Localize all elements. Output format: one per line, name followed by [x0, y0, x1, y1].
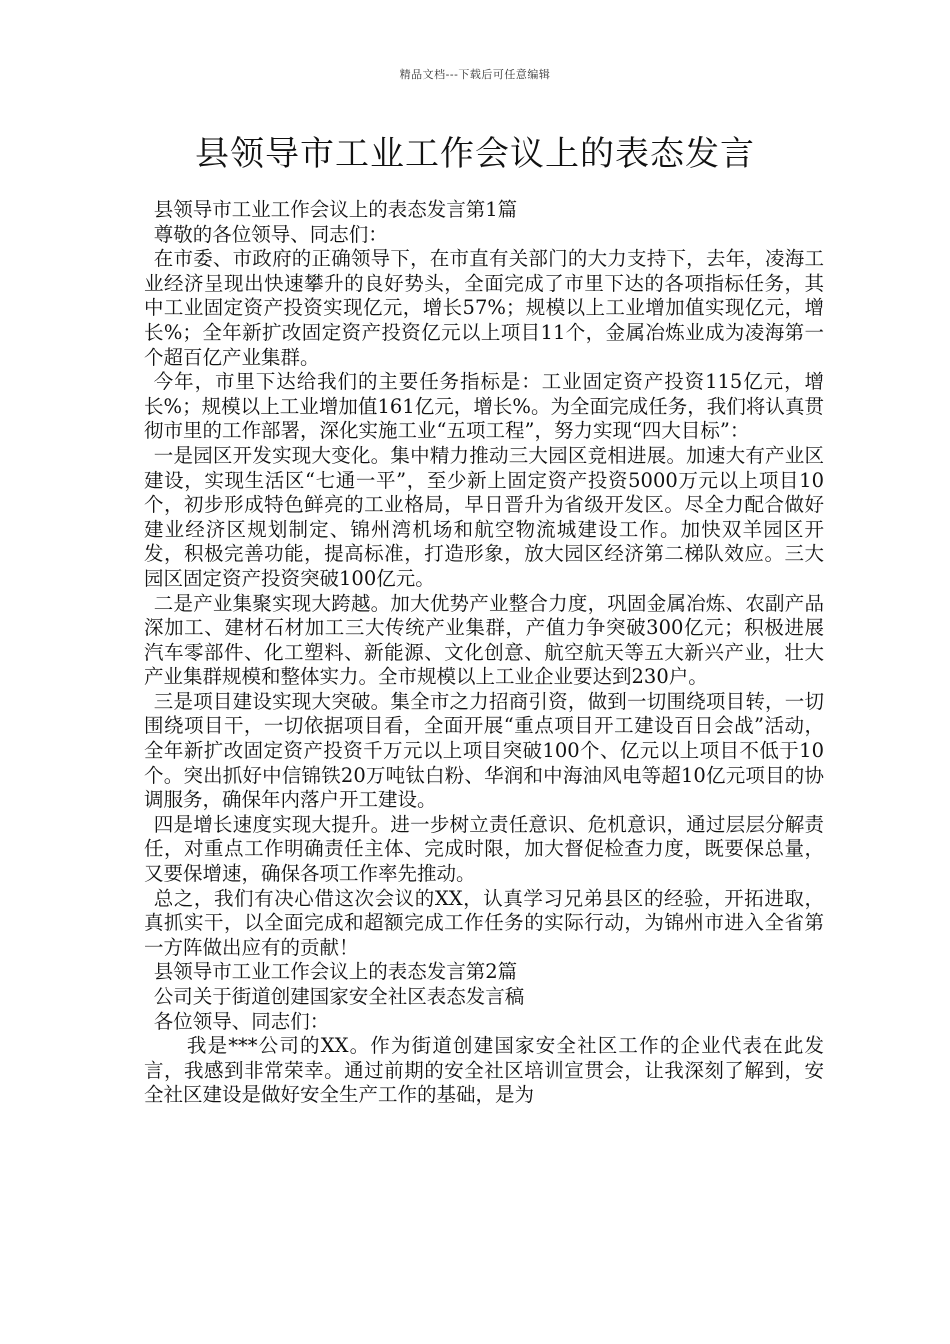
- body-paragraph: 今年，市里下达给我们的主要任务指标是：工业固定资产投资115亿元，增长%；规模以上工业增加值161亿元，增长%。为全面完成任务，我们将认真贯彻市里的工作部署，深化实施工业“五项工程”，努力实现“四大目标”：: [144, 370, 824, 443]
- salutation: 尊敬的各位领导、同志们：: [153, 222, 388, 246]
- subheading: 公司关于街道创建国家安全社区表态发言稿: [153, 985, 525, 1008]
- body-paragraph: 四是增长速度实现大提升。进一步树立责任意识、危机意识，通过层层分解责任，对重点工作明确责任主体、完成时限，加大督促检查力度，既要保总量，又要保增速，确保各项工作率先推动。: [144, 812, 824, 886]
- section-heading-1: 县领导市工业工作会议上的表态发言第1篇: [153, 198, 518, 221]
- header-note: 精品文档---下载后可任意编辑: [399, 68, 551, 81]
- body-paragraph: 我是***公司的XX。作为街道创建国家安全社区工作的企业代表在此发言，我感到非常荣幸。通过前期的安全社区培训宣贯会，让我深刻了解到，安全社区建设是做好安全生产工作的基础，是为: [144, 1034, 824, 1107]
- body-paragraph: 二是产业集聚实现大跨越。加大优势产业整合力度，巩固金属冶炼、农副产品深加工、建材石材加工三大传统产业集群，产值力争突破300亿元；积极进展汽车零部件、化工塑料、新能源、文化创意、航空航天等五大新兴产业，壮大产业集群规模和整体实力。全市规模以上工业企业要达到230户。: [144, 591, 824, 689]
- section-heading-2: 县领导市工业工作会议上的表态发言第2篇: [153, 960, 518, 984]
- body-paragraph: 一是园区开发实现大变化。集中精力推动三大园区竞相进展。加速大有产业区建设，实现生活区“七通一平”，至少新上固定资产投资5000万元以上项目10个，初步形成特色鲜亮的工业格局，早日晋升为省级开发区。尽全力配合做好建业经济区规划制定、锦州湾机场和航空物流城建设工作。加快双羊园区开发，积极完善功能，提高标准，打造形象，放大园区经济第二梯队效应。三大园区固定资产投资突破100亿元。: [144, 443, 824, 590]
- salutation: 各位领导、同志们：: [153, 1009, 330, 1033]
- body-paragraph: 三是项目建设实现大突破。集全市之力招商引资，做到一切围绕项目转，一切围绕项目干，一切依据项目看，全面开展“重点项目开工建设百日会战”活动，全年新扩改固定资产投资千万元以上项目突破100个、亿元以上项目不低于10个。突出抓好中信锦铁20万吨钛白粉、华润和中海油风电等超10亿元项目的协调服务，确保年内落户开工建设。: [144, 689, 824, 812]
- body-paragraph: 总之，我们有决心借这次会议的XX，认真学习兄弟县区的经验，开拓进取，真抓实干，以全面完成和超额完成工作任务的实际行动，为锦州市进入全省第一方阵做出应有的贡献！: [144, 886, 824, 959]
- document-title: 县领导市工业工作会议上的表态发言: [195, 134, 755, 174]
- document-body: [144, 198, 824, 1108]
- body-paragraph: 在市委、市政府的正确领导下，在市直有关部门的大力支持下，去年，凌海工业经济呈现出快速攀升的良好势头，全面完成了市里下达的各项指标任务，其中工业固定资产投资实现亿元，增长57%；规模以上工业增加值实现亿元，增长%；全年新扩改固定资产投资亿元以上项目11个，金属冶炼业成为凌海第一个超百亿产业集群。: [144, 247, 824, 369]
